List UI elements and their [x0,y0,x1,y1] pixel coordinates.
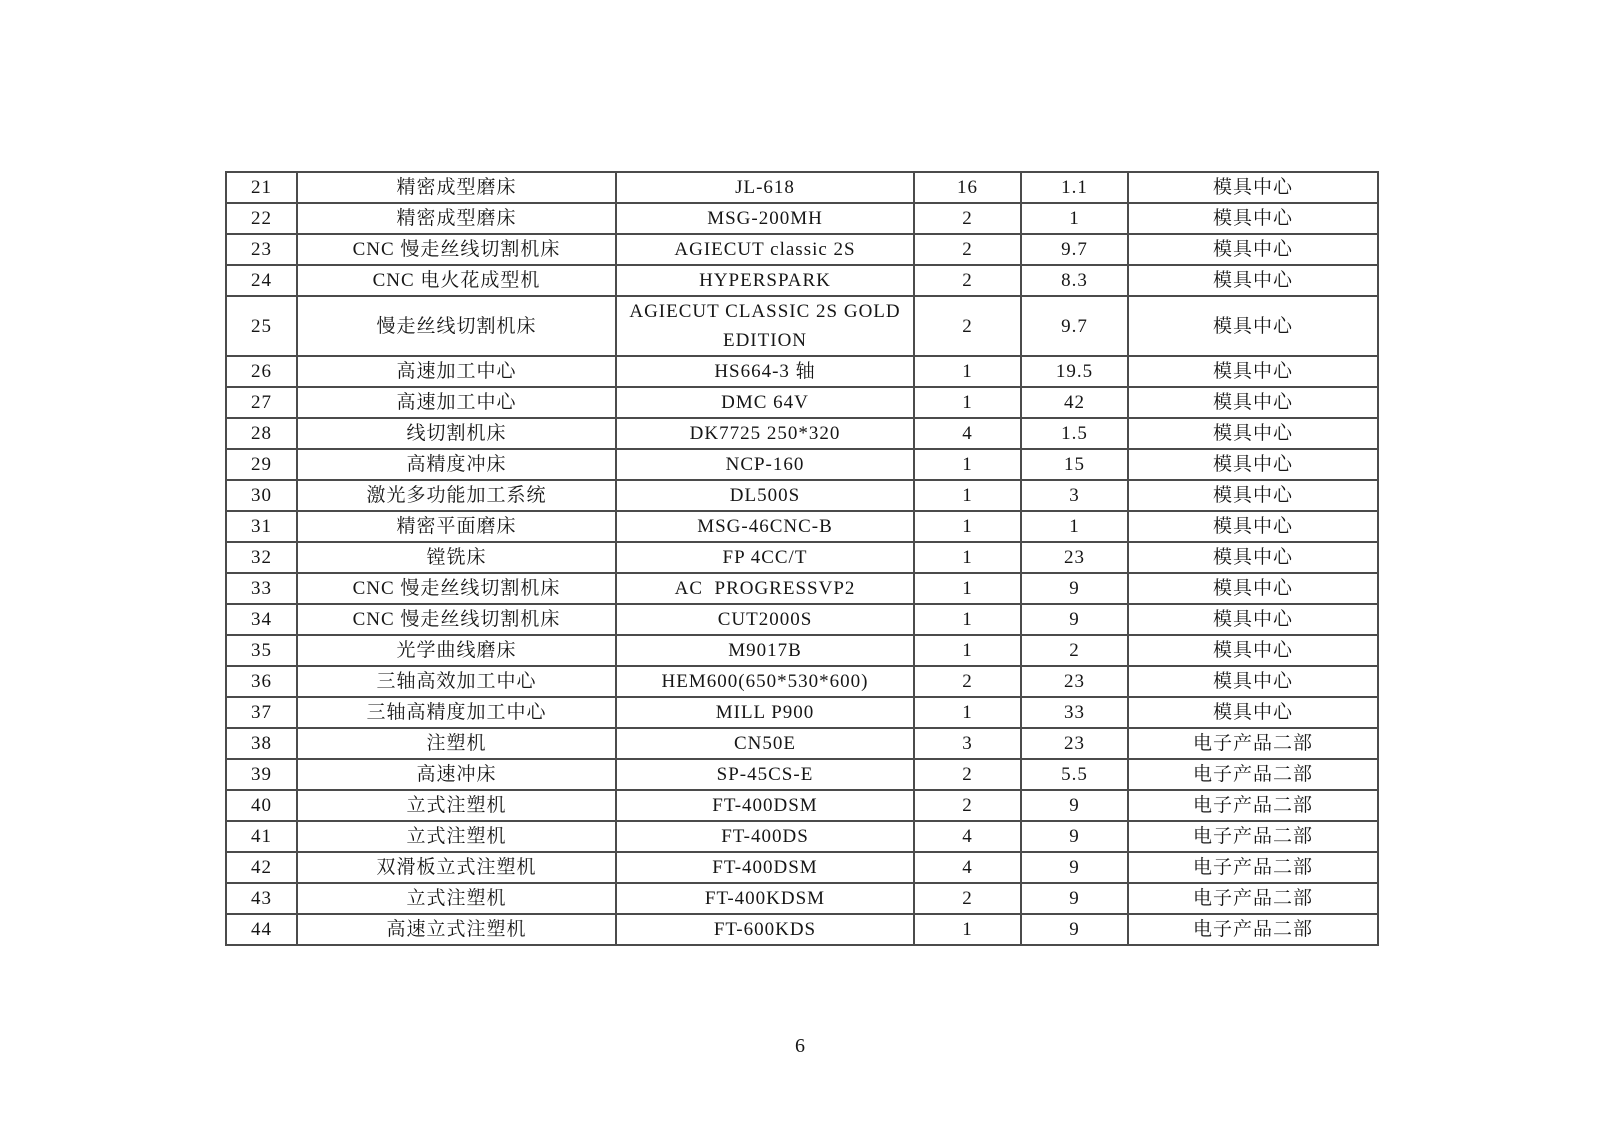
equipment-name-cell: 高速加工中心 [297,356,616,387]
row-number-cell: 38 [226,728,297,759]
row-number-cell: 21 [226,172,297,203]
value-cell: 15 [1021,449,1128,480]
value-cell: 9 [1021,573,1128,604]
row-number-cell: 39 [226,759,297,790]
value-cell: 1 [1021,511,1128,542]
row-number-cell: 43 [226,883,297,914]
table-row [226,914,1378,945]
row-number-cell: 44 [226,914,297,945]
model-cell: FP 4CC/T [616,542,914,573]
table-row [226,387,1378,418]
model-cell: DMC 64V [616,387,914,418]
equipment-name-cell: 激光多功能加工系统 [297,480,616,511]
equipment-name-cell: 精密成型磨床 [297,172,616,203]
table-row [226,759,1378,790]
model-cell: FT-600KDS [616,914,914,945]
quantity-cell: 1 [914,635,1021,666]
equipment-name-cell: 精密成型磨床 [297,203,616,234]
value-cell: 1.1 [1021,172,1128,203]
model-cell: SP-45CS-E [616,759,914,790]
table-row [226,418,1378,449]
department-cell: 模具中心 [1128,604,1378,635]
row-number-cell: 40 [226,790,297,821]
equipment-name-cell: 镗铣床 [297,542,616,573]
department-cell: 模具中心 [1128,387,1378,418]
department-cell: 模具中心 [1128,573,1378,604]
equipment-name-cell: 注塑机 [297,728,616,759]
equipment-name-cell: CNC 慢走丝线切割机床 [297,234,616,265]
quantity-cell: 2 [914,203,1021,234]
value-cell: 2 [1021,635,1128,666]
quantity-cell: 2 [914,759,1021,790]
table-row [226,883,1378,914]
value-cell: 9 [1021,821,1128,852]
department-cell: 模具中心 [1128,265,1378,296]
department-cell: 电子产品二部 [1128,914,1378,945]
value-cell: 1.5 [1021,418,1128,449]
quantity-cell: 2 [914,790,1021,821]
quantity-cell: 1 [914,697,1021,728]
model-cell: HYPERSPARK [616,265,914,296]
table-row [226,356,1378,387]
department-cell: 模具中心 [1128,418,1378,449]
row-number-cell: 42 [226,852,297,883]
value-cell: 9 [1021,790,1128,821]
quantity-cell: 16 [914,172,1021,203]
quantity-cell: 4 [914,418,1021,449]
model-cell: HEM600(650*530*600) [616,666,914,697]
quantity-cell: 3 [914,728,1021,759]
table-row [226,697,1378,728]
equipment-name-cell: 精密平面磨床 [297,511,616,542]
row-number-cell: 41 [226,821,297,852]
value-cell: 23 [1021,728,1128,759]
table-row [226,728,1378,759]
model-cell: JL-618 [616,172,914,203]
model-cell: NCP-160 [616,449,914,480]
model-cell: FT-400KDSM [616,883,914,914]
equipment-name-cell: 慢走丝线切割机床 [297,296,616,356]
model-cell: MSG-200MH [616,203,914,234]
quantity-cell: 1 [914,449,1021,480]
model-cell: AGIECUT classic 2S [616,234,914,265]
department-cell: 模具中心 [1128,234,1378,265]
value-cell: 33 [1021,697,1128,728]
quantity-cell: 2 [914,883,1021,914]
table-row [226,790,1378,821]
equipment-name-cell: CNC 慢走丝线切割机床 [297,573,616,604]
department-cell: 模具中心 [1128,666,1378,697]
page-number: 6 [795,1035,805,1057]
model-cell: MILL P900 [616,697,914,728]
department-cell: 模具中心 [1128,449,1378,480]
value-cell: 9 [1021,883,1128,914]
department-cell: 模具中心 [1128,542,1378,573]
quantity-cell: 1 [914,480,1021,511]
model-cell: MSG-46CNC-B [616,511,914,542]
equipment-name-cell: 高精度冲床 [297,449,616,480]
value-cell: 9.7 [1021,296,1128,356]
row-number-cell: 33 [226,573,297,604]
row-number-cell: 34 [226,604,297,635]
department-cell: 模具中心 [1128,356,1378,387]
row-number-cell: 36 [226,666,297,697]
quantity-cell: 1 [914,914,1021,945]
quantity-cell: 1 [914,604,1021,635]
department-cell: 模具中心 [1128,296,1378,356]
model-cell: AGIECUT CLASSIC 2S GOLD EDITION [616,296,914,356]
model-cell: CN50E [616,728,914,759]
department-cell: 模具中心 [1128,203,1378,234]
table-row [226,542,1378,573]
row-number-cell: 30 [226,480,297,511]
department-cell: 模具中心 [1128,697,1378,728]
row-number-cell: 22 [226,203,297,234]
equipment-name-cell: 高速加工中心 [297,387,616,418]
row-number-cell: 28 [226,418,297,449]
equipment-name-cell: 高速立式注塑机 [297,914,616,945]
table-row [226,234,1378,265]
quantity-cell: 2 [914,666,1021,697]
value-cell: 8.3 [1021,265,1128,296]
model-cell: CUT2000S [616,604,914,635]
value-cell: 9.7 [1021,234,1128,265]
equipment-table [225,171,1379,946]
quantity-cell: 4 [914,852,1021,883]
table-row [226,265,1378,296]
value-cell: 23 [1021,542,1128,573]
row-number-cell: 27 [226,387,297,418]
department-cell: 电子产品二部 [1128,759,1378,790]
row-number-cell: 37 [226,697,297,728]
quantity-cell: 1 [914,387,1021,418]
table-row [226,203,1378,234]
department-cell: 模具中心 [1128,172,1378,203]
department-cell: 模具中心 [1128,511,1378,542]
model-cell: FT-400DS [616,821,914,852]
quantity-cell: 2 [914,265,1021,296]
equipment-table-body [226,172,1378,945]
model-cell: HS664-3 轴 [616,356,914,387]
row-number-cell: 25 [226,296,297,356]
row-number-cell: 23 [226,234,297,265]
value-cell: 42 [1021,387,1128,418]
table-row [226,296,1378,356]
table-row [226,573,1378,604]
quantity-cell: 1 [914,511,1021,542]
department-cell: 模具中心 [1128,480,1378,511]
equipment-name-cell: CNC 慢走丝线切割机床 [297,604,616,635]
model-cell: DL500S [616,480,914,511]
value-cell: 9 [1021,604,1128,635]
row-number-cell: 32 [226,542,297,573]
table-row [226,635,1378,666]
department-cell: 电子产品二部 [1128,883,1378,914]
value-cell: 3 [1021,480,1128,511]
table-row [226,852,1378,883]
equipment-name-cell: 立式注塑机 [297,790,616,821]
model-cell: M9017B [616,635,914,666]
equipment-name-cell: 立式注塑机 [297,883,616,914]
table-row [226,511,1378,542]
model-cell: FT-400DSM [616,852,914,883]
quantity-cell: 1 [914,542,1021,573]
equipment-name-cell: 立式注塑机 [297,821,616,852]
row-number-cell: 35 [226,635,297,666]
value-cell: 9 [1021,852,1128,883]
model-cell: FT-400DSM [616,790,914,821]
row-number-cell: 31 [226,511,297,542]
model-cell: DK7725 250*320 [616,418,914,449]
table-row [226,172,1378,203]
value-cell: 9 [1021,914,1128,945]
equipment-name-cell: 线切割机床 [297,418,616,449]
value-cell: 5.5 [1021,759,1128,790]
department-cell: 电子产品二部 [1128,790,1378,821]
equipment-name-cell: CNC 电火花成型机 [297,265,616,296]
row-number-cell: 24 [226,265,297,296]
department-cell: 电子产品二部 [1128,821,1378,852]
value-cell: 23 [1021,666,1128,697]
equipment-name-cell: 双滑板立式注塑机 [297,852,616,883]
department-cell: 电子产品二部 [1128,852,1378,883]
value-cell: 1 [1021,203,1128,234]
department-cell: 模具中心 [1128,635,1378,666]
table-row [226,604,1378,635]
table-row [226,666,1378,697]
table-row [226,449,1378,480]
quantity-cell: 1 [914,356,1021,387]
department-cell: 电子产品二部 [1128,728,1378,759]
quantity-cell: 2 [914,234,1021,265]
table-row [226,821,1378,852]
equipment-name-cell: 三轴高效加工中心 [297,666,616,697]
quantity-cell: 1 [914,573,1021,604]
value-cell: 19.5 [1021,356,1128,387]
equipment-name-cell: 三轴高精度加工中心 [297,697,616,728]
quantity-cell: 4 [914,821,1021,852]
equipment-name-cell: 光学曲线磨床 [297,635,616,666]
model-cell: AC PROGRESSVP2 [616,573,914,604]
table-row [226,480,1378,511]
quantity-cell: 2 [914,296,1021,356]
row-number-cell: 29 [226,449,297,480]
row-number-cell: 26 [226,356,297,387]
equipment-name-cell: 高速冲床 [297,759,616,790]
